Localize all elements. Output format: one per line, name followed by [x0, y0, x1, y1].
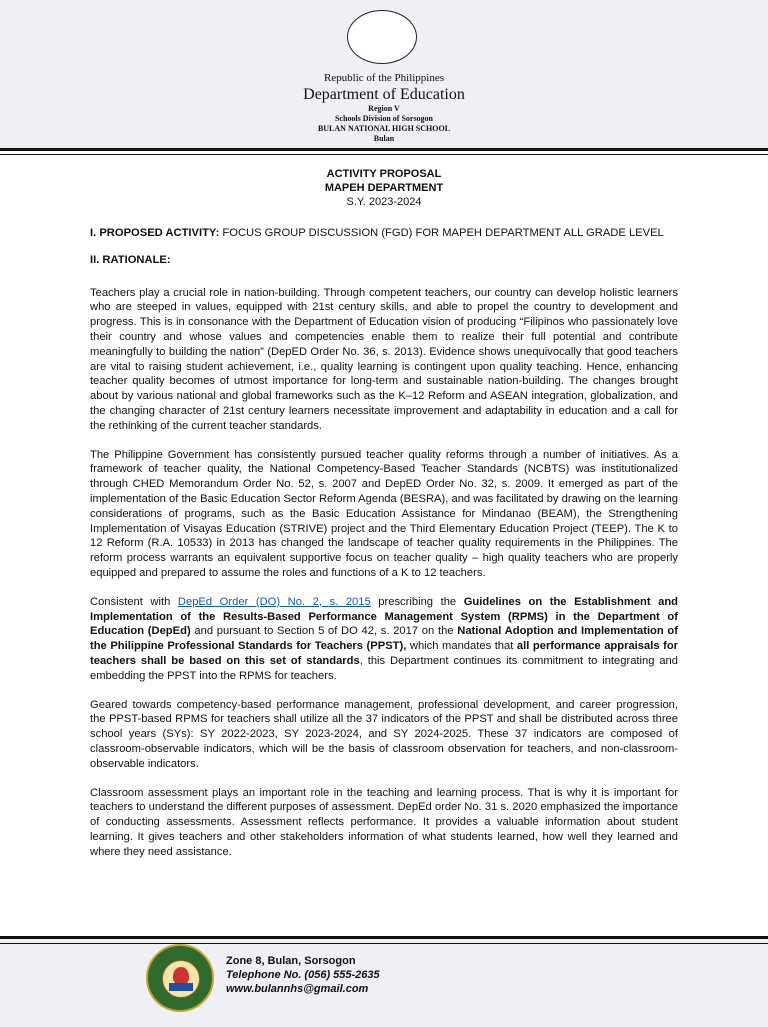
p3-bold-2: National Adoption and Implementation of the Philippine Professional Standards for Teachers (PPST),	[90, 625, 678, 653]
p3-bold-3: all performance appraisals for teachers shall be based on this set of standards	[90, 640, 679, 667]
doc-title: ACTIVITY PROPOSAL	[326, 168, 442, 180]
proposed-activity-value: FOCUS GROUP DISCUSSION (FGD) FOR MAPEH DEPARTMENT ALL GRADE LEVEL	[219, 227, 664, 239]
school-logo-icon	[146, 944, 214, 1012]
header-city: Bulan	[373, 134, 395, 143]
p3-bold-1: Guidelines on the Establishment and Implementation of the Results-Based Performance Management System (RPMS) in the Department of Education (DepEd)	[90, 595, 679, 638]
header-department: Department of Education	[303, 86, 465, 103]
header-division: Schools Division of Sorsogon	[334, 114, 434, 123]
p3-text-c: and pursuant to Section 5 of DO 42, s. 2017 on the	[190, 625, 458, 638]
doc-department: MAPEH DEPARTMENT	[324, 182, 444, 194]
header-region: Region V	[368, 104, 400, 113]
paragraph-1: Teachers play a crucial role in nation-building. Through competent teachers, our country can develop holistic learners who are steeped in values, equipped with 21st century skills, and able to propel the country to development and progress. This is in consonance with the Department of Education vision of producing “Filipinos who passionately love their country and whose values and competencies enable them to realize their full potential and contribute meaningfully to building the nation” (DepED Order No. 36, s. 2013). Evidence shows unequivocally that good teachers are vital to raising student achievement, i.e., quality learning is contingent upon quality teaching. Hence, enhancing teacher quality becomes of utmost importance for long-term and sustainable nation-building. The changes brought about by various national and global frameworks such as the K–12 Reform and ASEAN integration, globalization, and the changing character of 21st century learners necessitate improvement and adaptability in education and a call for the rethinking of the current teacher standards.	[90, 286, 678, 432]
logo-book-icon	[169, 983, 193, 991]
logo-inner-icon	[162, 960, 200, 998]
paragraph-2: The Philippine Government has consistently pursued teacher quality reforms through a number of initiatives. As a framework of teacher quality, the National Competency-Based Teacher Standards (NCBTS) was institutionalized through CHED Memorandum Order No. 52, s. 2007 and DepED Order No. 32, s. 2009. It emerged as part of the implementation of the Basic Education Sector Reform Agenda (BESRA), and was facilitated by drawing on the learning considerations of programs, such as the Basic Education Assistance for Mindanao (BEAM), the Strengthening Implementation of Visayas Education (STRIVE) project and the Third Elementary Education Project (TEEP). The K to 12 Reform (R.A. 10533) in 2013 has changed the landscape of teacher quality requirements in the Philippines. The reform process warrants an equivalent supportive focus on teacher quality – high quality teachers who are properly equipped and prepared to assume the roles and functions of a K to 12 teachers.	[90, 448, 678, 579]
rationale-label: II. RATIONALE:	[90, 253, 171, 266]
p3-text-e: , this Department continues its commitment to integrating and embedding the PPST into the RPMS for teachers.	[90, 654, 679, 682]
paragraph-5: Classroom assessment plays an important role in the teaching and learning process. That is why it is important for teachers to understand the different purposes of assessment. DepEd order No. 31 s. 2020 emphasized the importance of conducting assessments. Assessment reflects performance. It provides a valuable information about student learning. It gives teachers and other stakeholders information of what students learned, how well they learned and where they need assistance.	[90, 786, 678, 858]
p3-text-d: which mandates that	[406, 640, 517, 653]
deped-order-link[interactable]: DepEd Order (DO) No. 2, s. 2015	[177, 595, 371, 608]
paragraph-3	[90, 595, 678, 684]
footer-address: Zone 8, Bulan, Sorsogon	[226, 955, 356, 967]
document-body	[90, 226, 678, 873]
header-republic: Republic of the Philippines	[323, 72, 445, 84]
footer-email[interactable]: www.bulannhs@gmail.com	[226, 983, 369, 995]
paragraph-4: Geared towards competency-based performance management, professional development, and career progression, the PPST-based RPMS for teachers shall utilize all the 37 indicators of the PPST and shall be distributed across three school years (SYs): SY 2022-2023, SY 2023-2024, and SY 2024-2025. These 37 indicators are composed of classroom-observable indicators, which will be the basis of classroom observation for teachers, and non-classroom-observable indicators.	[90, 698, 678, 770]
doc-school-year: S.Y. 2023-2024	[346, 196, 422, 208]
header-school: BULAN NATIONAL HIGH SCHOOL	[317, 124, 451, 133]
proposed-activity-label: I. PROPOSED ACTIVITY:	[90, 227, 220, 239]
proposed-activity	[90, 226, 678, 241]
footer-telephone: Telephone No. (056) 555-2635	[226, 969, 380, 981]
seal-emblem	[347, 10, 417, 64]
p3-text-b: prescribing the	[370, 595, 464, 608]
p3-text-a: Consistent with	[90, 595, 178, 608]
footer	[0, 936, 768, 1027]
rationale-heading	[90, 253, 678, 268]
